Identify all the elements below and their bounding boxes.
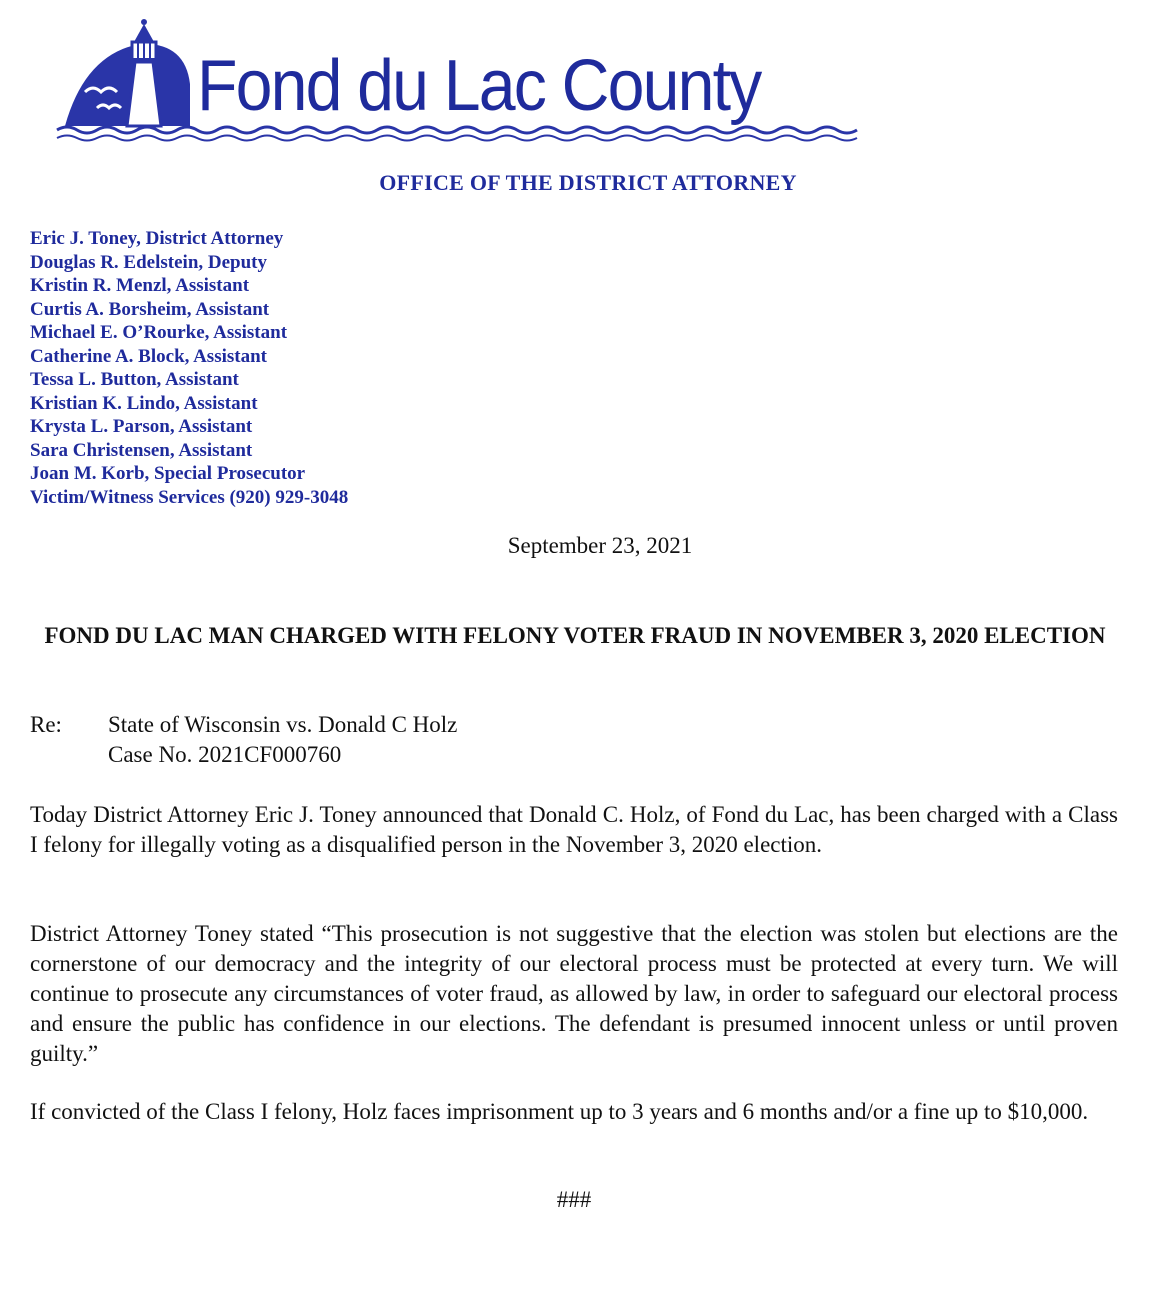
paragraph: District Attorney Toney stated “This prosecution is not suggestive that the election was stolen but elections are the cornerstone of our democracy and the integrity of our electoral process must be protected at every turn. We will continue to prosecute any circumstances of voter fraud, as allowed by law, in order to safeguard our electoral process and ensure the public has confidence in our elections. The defendant is presumed innocent unless or until proven guilty.” (30, 921, 1118, 1066)
letterhead (55, 14, 865, 144)
re-lines (108, 710, 457, 770)
paragraph: If convicted of the Class I felony, Holz faces imprisonment up to 3 years and 6 months and/or a fine up to $10,000. (30, 1099, 1089, 1124)
staff-list (30, 227, 348, 509)
staff-item: Eric J. Toney, District Attorney (30, 228, 284, 249)
staff-item: Kristin R. Menzl, Assistant (30, 275, 250, 296)
press-release-date: September 23, 2021 (507, 533, 693, 558)
staff-item: Sara Christensen, Assistant (30, 439, 253, 461)
staff-item: Douglas R. Edelstein, Deputy (30, 251, 267, 273)
county-name: Fond du Lac County (197, 46, 761, 126)
staff-item: Tessa L. Button, Assistant (30, 369, 239, 390)
headline: FOND DU LAC MAN CHARGED WITH FELONY VOTER FRAUD IN NOVEMBER 3, 2020 ELECTION (44, 623, 1106, 648)
staff-item: Catherine A. Block, Assistant (30, 345, 267, 367)
staff-item: Krysta L. Parson, Assistant (30, 416, 253, 437)
re-label: Re: (30, 712, 62, 737)
paragraph: Today District Attorney Eric J. Toney announced that Donald C. Holz, of Fond du Lac, has been charged with a Class I felony for illegally voting as a disqualified person in the November 3, 2020 election. (30, 802, 1118, 857)
case-title: State of Wisconsin vs. Donald C Holz (108, 712, 458, 737)
end-mark: ### (556, 1187, 592, 1212)
staff-item: Kristian K. Lindo, Assistant (30, 392, 258, 414)
staff-item: Curtis A. Borsheim, Assistant (30, 298, 270, 320)
staff-item: Victim/Witness Services (920) 929-3048 (30, 486, 349, 508)
case-number: Case No. 2021CF000760 (108, 742, 342, 767)
staff-item: Michael E. O’Rourke, Assistant (30, 322, 288, 343)
office-title: OFFICE OF THE DISTRICT ATTORNEY (379, 170, 797, 195)
staff-item: Joan M. Korb, Special Prosecutor (30, 463, 306, 484)
